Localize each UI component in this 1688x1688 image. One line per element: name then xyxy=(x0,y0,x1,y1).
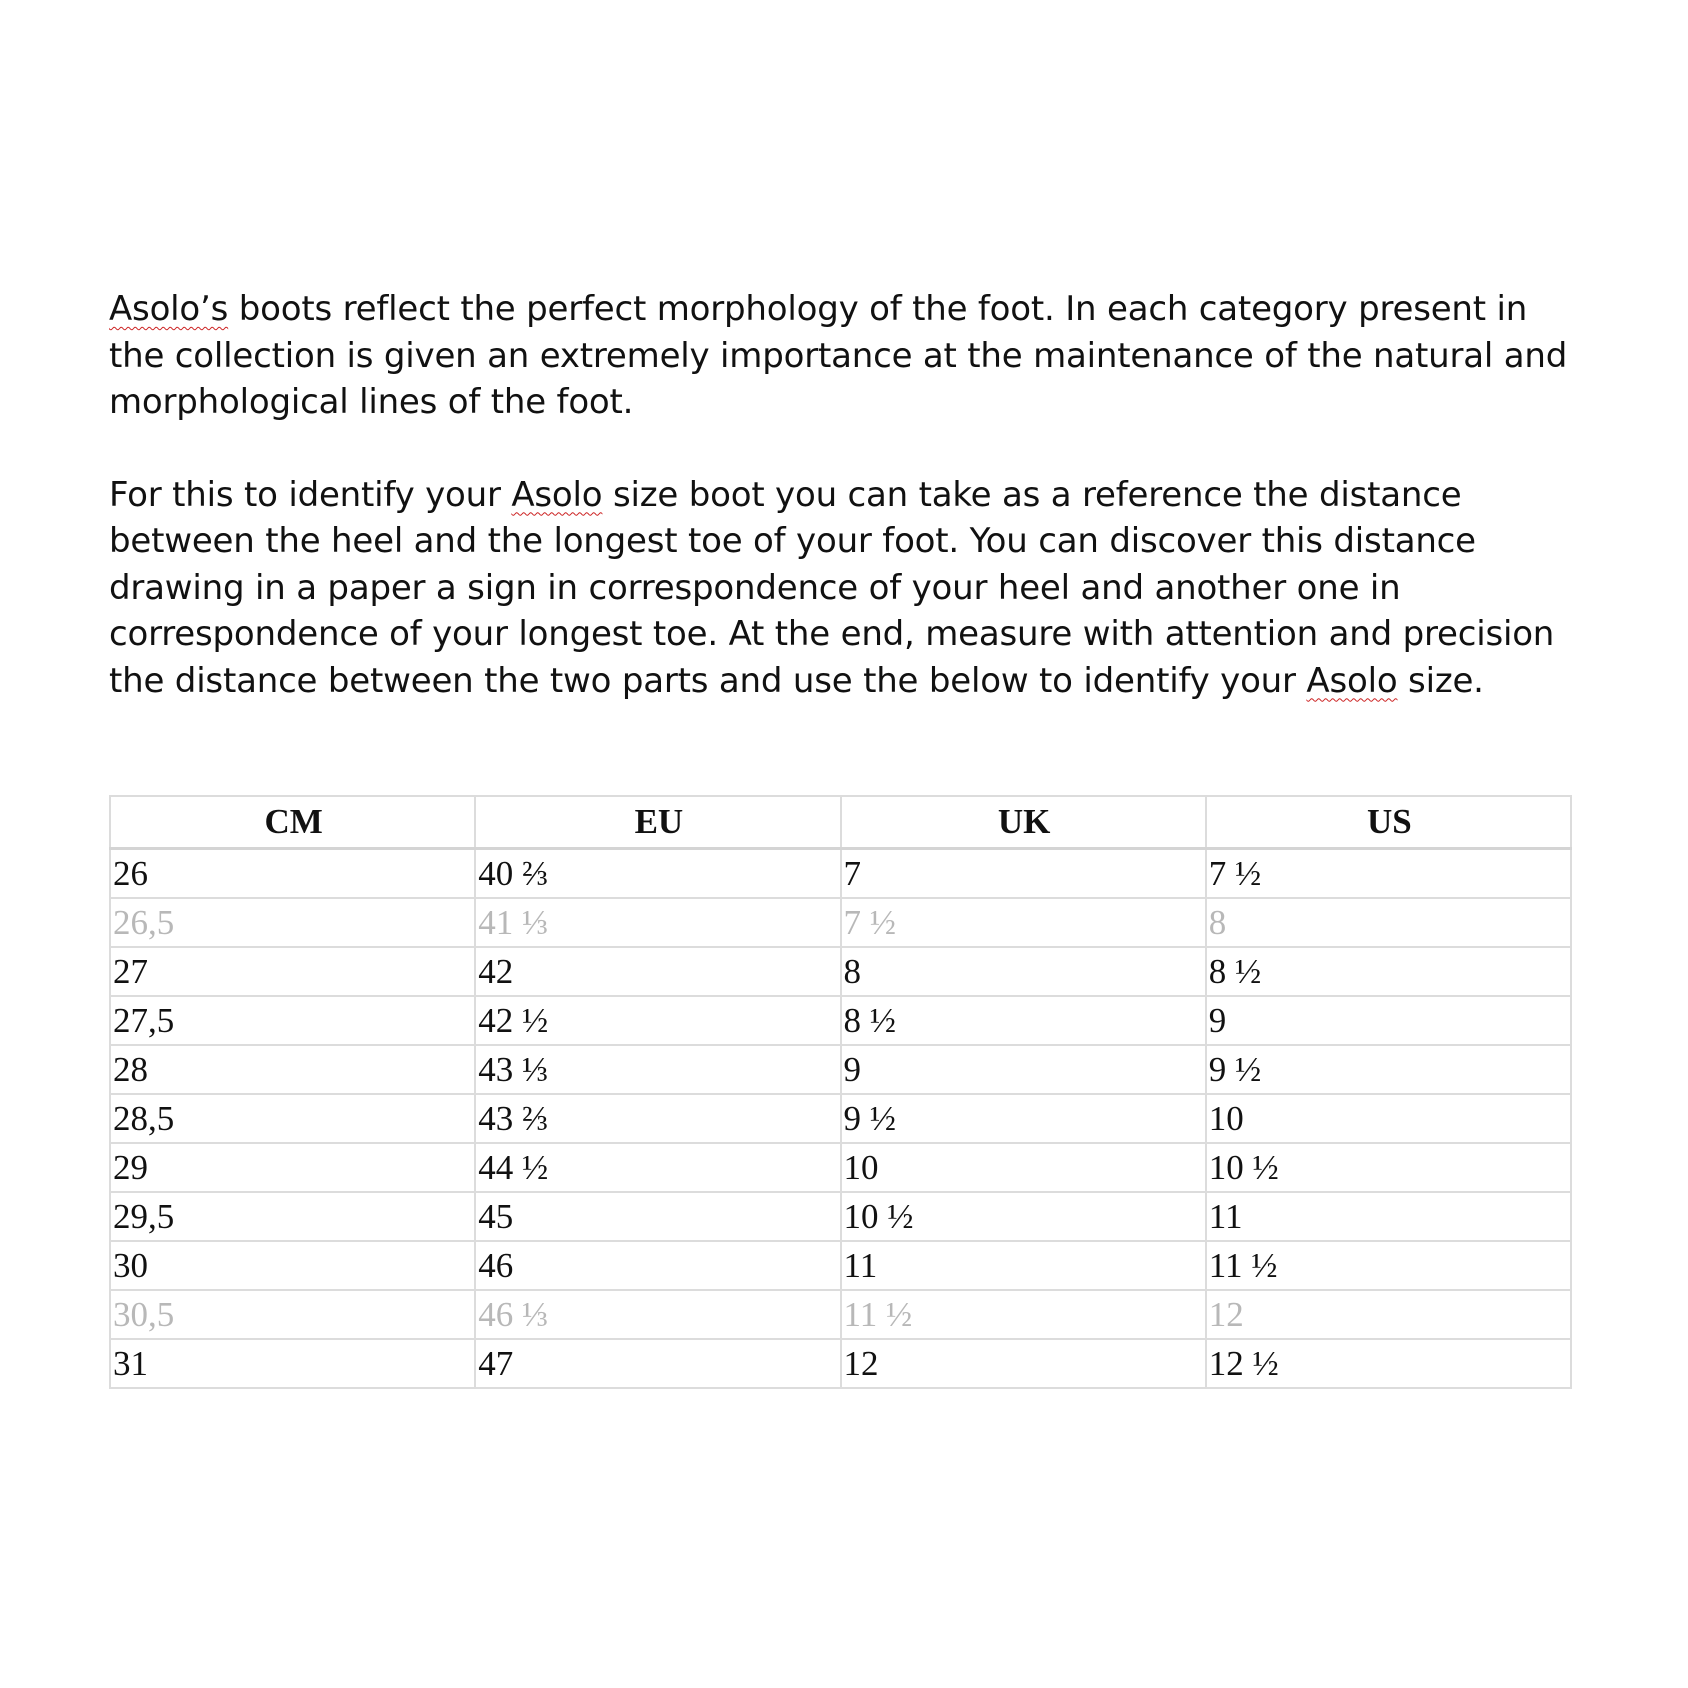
table-row xyxy=(110,898,1571,947)
cell-uk: 10 xyxy=(841,1143,1206,1192)
cell-us: 8 ½ xyxy=(1206,947,1571,996)
cell-us: 10 ½ xyxy=(1206,1143,1571,1192)
brand-name-misspelling: Asolo’s xyxy=(109,289,229,329)
cell-eu: 40 ⅔ xyxy=(475,849,840,899)
cell-us: 10 xyxy=(1206,1094,1571,1143)
table-row xyxy=(110,996,1571,1045)
table-header-row xyxy=(110,796,1571,849)
cell-uk: 8 xyxy=(841,947,1206,996)
table-row xyxy=(110,849,1571,899)
table-row xyxy=(110,1241,1571,1290)
cell-cm: 26 xyxy=(110,849,475,899)
cell-eu: 42 ½ xyxy=(475,996,840,1045)
cell-eu: 46 ⅓ xyxy=(475,1290,840,1339)
cell-cm: 27,5 xyxy=(110,996,475,1045)
cell-eu: 42 xyxy=(475,947,840,996)
header-eu: EU xyxy=(475,796,840,849)
cell-cm: 28 xyxy=(110,1045,475,1094)
cell-eu: 43 ⅓ xyxy=(475,1045,840,1094)
intro-paragraph-2-text-b: size boot you can take as a reference the distance between the heel and the longest toe of your foot. You can discover this distance drawing in a paper a sign in correspondence of your heel and another one in correspondence of your longest toe. At the end, measure with attention and precision the distance between the two parts and use the below to identify your xyxy=(109,474,1555,701)
cell-us: 9 ½ xyxy=(1206,1045,1571,1094)
cell-uk: 7 xyxy=(841,849,1206,899)
cell-cm: 29,5 xyxy=(110,1192,475,1241)
brand-name-misspelling: Asolo xyxy=(1306,660,1398,701)
cell-cm: 30,5 xyxy=(110,1290,475,1339)
table-row xyxy=(110,1094,1571,1143)
cell-uk: 8 ½ xyxy=(841,996,1206,1045)
size-conversion-table xyxy=(109,795,1572,1389)
intro-paragraph-1-text: boots reflect the perfect morphology of the foot. In each category present in the collection is given an extremely importance at the maintenance of the natural and morphological lines of the foot. xyxy=(109,289,1568,422)
table-row xyxy=(110,1192,1571,1241)
table-row xyxy=(110,947,1571,996)
cell-uk: 9 ½ xyxy=(841,1094,1206,1143)
table-row xyxy=(110,1339,1571,1388)
cell-us: 12 xyxy=(1206,1290,1571,1339)
table-row xyxy=(110,1143,1571,1192)
cell-us: 11 xyxy=(1206,1192,1571,1241)
cell-cm: 26,5 xyxy=(110,898,475,947)
cell-cm: 31 xyxy=(110,1339,475,1388)
header-cm: CM xyxy=(110,796,475,849)
cell-uk: 7 ½ xyxy=(841,898,1206,947)
cell-us: 9 xyxy=(1206,996,1571,1045)
cell-uk: 10 ½ xyxy=(841,1192,1206,1241)
document-body xyxy=(109,286,1569,704)
cell-eu: 47 xyxy=(475,1339,840,1388)
cell-uk: 11 xyxy=(841,1241,1206,1290)
cell-us: 8 xyxy=(1206,898,1571,947)
intro-paragraph-1 xyxy=(109,286,1569,426)
table-row xyxy=(110,1290,1571,1339)
cell-us: 11 ½ xyxy=(1206,1241,1571,1290)
cell-eu: 46 xyxy=(475,1241,840,1290)
cell-eu: 43 ⅔ xyxy=(475,1094,840,1143)
cell-us: 12 ½ xyxy=(1206,1339,1571,1388)
cell-eu: 41 ⅓ xyxy=(475,898,840,947)
intro-paragraph-2 xyxy=(109,472,1569,705)
cell-us: 7 ½ xyxy=(1206,849,1571,899)
table-row xyxy=(110,1045,1571,1094)
intro-paragraph-2-text-c: size. xyxy=(1397,660,1484,701)
header-us: US xyxy=(1206,796,1571,849)
intro-paragraph-2-text-a: For this to identify your xyxy=(109,474,512,515)
cell-cm: 29 xyxy=(110,1143,475,1192)
brand-name-misspelling: Asolo xyxy=(511,474,603,515)
cell-uk: 12 xyxy=(841,1339,1206,1388)
cell-uk: 9 xyxy=(841,1045,1206,1094)
cell-cm: 27 xyxy=(110,947,475,996)
cell-eu: 44 ½ xyxy=(475,1143,840,1192)
cell-cm: 28,5 xyxy=(110,1094,475,1143)
header-uk: UK xyxy=(841,796,1206,849)
cell-uk: 11 ½ xyxy=(841,1290,1206,1339)
cell-cm: 30 xyxy=(110,1241,475,1290)
cell-eu: 45 xyxy=(475,1192,840,1241)
